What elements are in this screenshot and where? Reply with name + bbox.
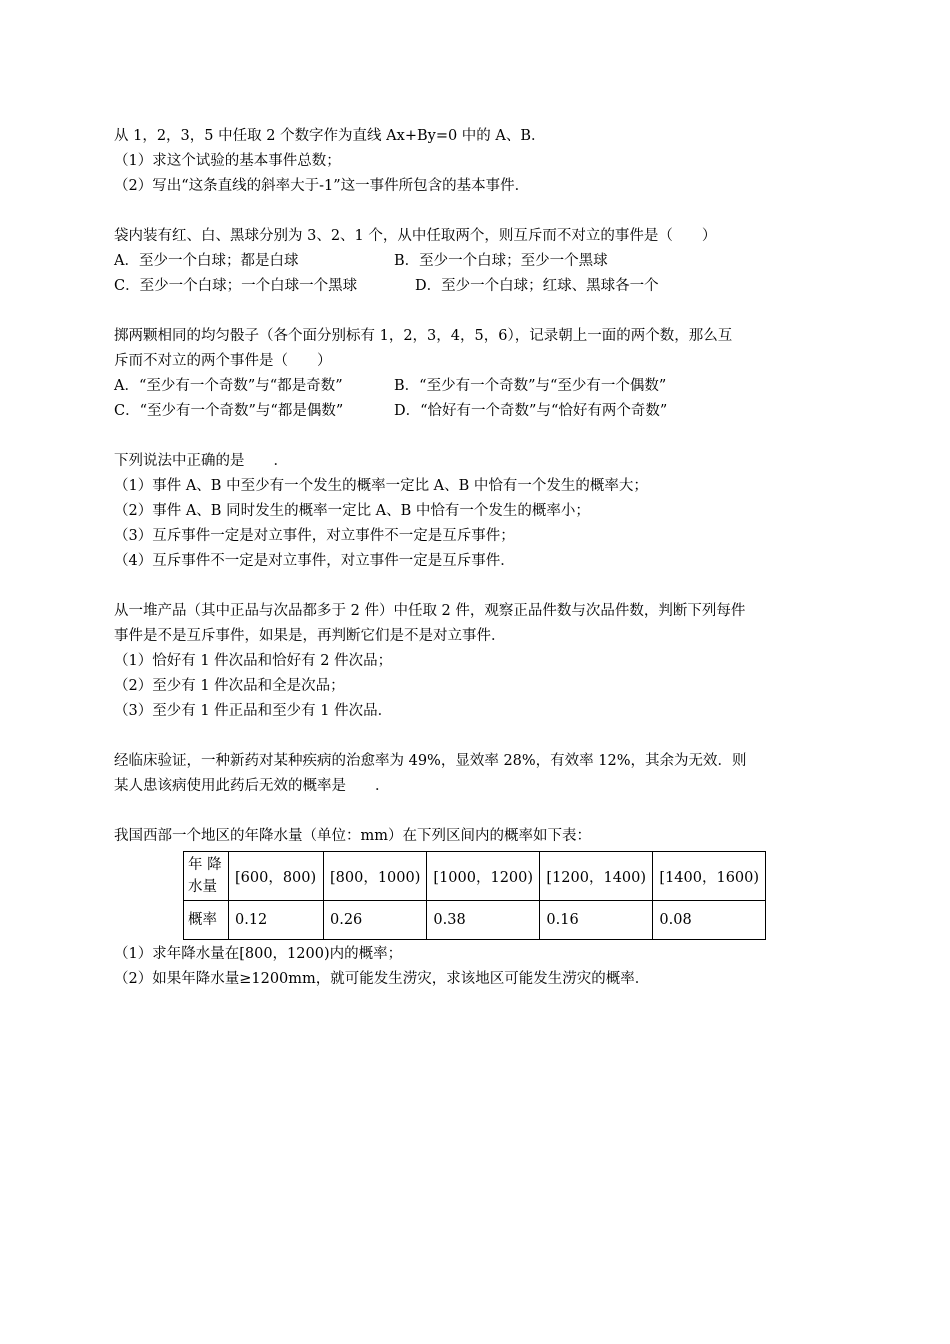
option-d: D．至少一个白球；红球、黑球各一个 bbox=[415, 278, 659, 294]
table-cell-interval: [800，1000) bbox=[324, 852, 427, 901]
table-row-probabilities bbox=[184, 901, 766, 940]
table-cell-probability: 0.16 bbox=[540, 901, 653, 940]
question-5-part-3: （3）至少有 1 件正品和至少有 1 件次品． bbox=[114, 703, 393, 719]
question-1-part-1: （1）求这个试验的基本事件总数； bbox=[114, 153, 341, 169]
question-1 bbox=[114, 124, 844, 199]
option-a: A．至少一个白球；都是白球 bbox=[114, 253, 299, 269]
table-cell-probability: 0.12 bbox=[229, 901, 324, 940]
question-5-part-1: （1）恰好有 1 件次品和恰好有 2 件次品； bbox=[114, 653, 393, 669]
question-3-stem-line-1: 掷两颗相同的均匀骰子（各个面分别标有 1，2，3，4，5，6），记录朝上一面的两个数，那么互 bbox=[114, 328, 733, 344]
option-a: A．“至少有一个奇数”与“都是奇数” bbox=[114, 378, 343, 394]
rainfall-probability-table bbox=[183, 851, 766, 940]
table-cell-interval: [1200，1400) bbox=[540, 852, 653, 901]
table-row-header-probability: 概率 bbox=[184, 901, 229, 940]
question-3-options-row-1 bbox=[114, 374, 844, 399]
question-4-statement-1: （1）事件 A、B 中至少有一个发生的概率一定比 A、B 中恰有一个发生的概率大； bbox=[114, 478, 648, 494]
question-7-stem: 我国西部一个地区的年降水量（单位：mm）在下列区间内的概率如下表： bbox=[114, 828, 591, 844]
question-5-stem-line-1: 从一堆产品（其中正品与次品都多于 2 件）中任取 2 件，观察正品件数与次品件数，判断下列每件 bbox=[114, 603, 746, 619]
question-4-statement-3: （3）互斥事件一定是对立事件，对立事件不一定是互斥事件； bbox=[114, 528, 515, 544]
question-3-stem-line-2: 斥而不对立的两个事件是（ ） bbox=[114, 353, 332, 369]
question-5-stem-line-2: 事件是不是互斥事件，如果是，再判断它们是不是对立事件． bbox=[114, 628, 506, 644]
question-2-options-row-2 bbox=[114, 274, 844, 299]
table-cell-interval: [600，800) bbox=[229, 852, 324, 901]
question-3 bbox=[114, 324, 844, 424]
option-d: D．“恰好有一个奇数”与“恰好有两个奇数” bbox=[394, 403, 668, 419]
question-1-part-2: （2）写出“这条直线的斜率大于-1”这一事件所包含的基本事件． bbox=[114, 178, 530, 194]
question-3-options-row-2 bbox=[114, 399, 844, 424]
question-6-stem-line-2: 某人患该病使用此药后无效的概率是 ． bbox=[114, 778, 390, 794]
option-c: C．至少一个白球；一个白球一个黑球 bbox=[114, 278, 358, 294]
table-row-intervals bbox=[184, 852, 766, 901]
question-7-part-2: （2）如果年降水量≥1200mm，就可能发生涝灾，求该地区可能发生涝灾的概率． bbox=[114, 971, 650, 987]
option-b: B．至少一个白球；至少一个黑球 bbox=[394, 253, 608, 269]
question-7 bbox=[114, 824, 844, 992]
table-cell-probability: 0.38 bbox=[427, 901, 540, 940]
question-4-stem: 下列说法中正确的是 ． bbox=[114, 453, 288, 469]
table-cell-probability: 0.26 bbox=[324, 901, 427, 940]
table-row-header-rainfall: 年 降 水量 bbox=[184, 852, 229, 901]
option-c: C．“至少有一个奇数”与“都是偶数” bbox=[114, 403, 344, 419]
table-cell-probability: 0.08 bbox=[653, 901, 766, 940]
question-5-part-2: （2）至少有 1 件次品和全是次品； bbox=[114, 678, 345, 694]
option-b: B．“至少有一个奇数”与“至少有一个偶数” bbox=[394, 378, 667, 394]
table-cell-interval: [1000，1200) bbox=[427, 852, 540, 901]
question-2-options-row-1 bbox=[114, 249, 844, 274]
question-4 bbox=[114, 449, 844, 574]
question-1-stem: 从 1，2，3，5 中任取 2 个数字作为直线 Ax+By=0 中的 A、B． bbox=[114, 128, 546, 144]
question-5 bbox=[114, 599, 844, 724]
question-6 bbox=[114, 749, 844, 799]
question-4-statement-2: （2）事件 A、B 同时发生的概率一定比 A、B 中恰有一个发生的概率小； bbox=[114, 503, 590, 519]
question-4-statement-4: （4）互斥事件不一定是对立事件，对立事件一定是互斥事件． bbox=[114, 553, 515, 569]
question-2-stem: 袋内装有红、白、黑球分别为 3、2、1 个，从中任取两个，则互斥而不对立的事件是（ ） bbox=[114, 228, 717, 244]
document-page bbox=[114, 124, 844, 992]
question-2 bbox=[114, 224, 844, 299]
question-7-part-1: （1）求年降水量在[800，1200)内的概率； bbox=[114, 946, 403, 962]
table-cell-interval: [1400，1600) bbox=[653, 852, 766, 901]
question-6-stem-line-1: 经临床验证，一种新药对某种疾病的治愈率为 49%，显效率 28%，有效率 12%，其余为无效．则 bbox=[114, 753, 747, 769]
